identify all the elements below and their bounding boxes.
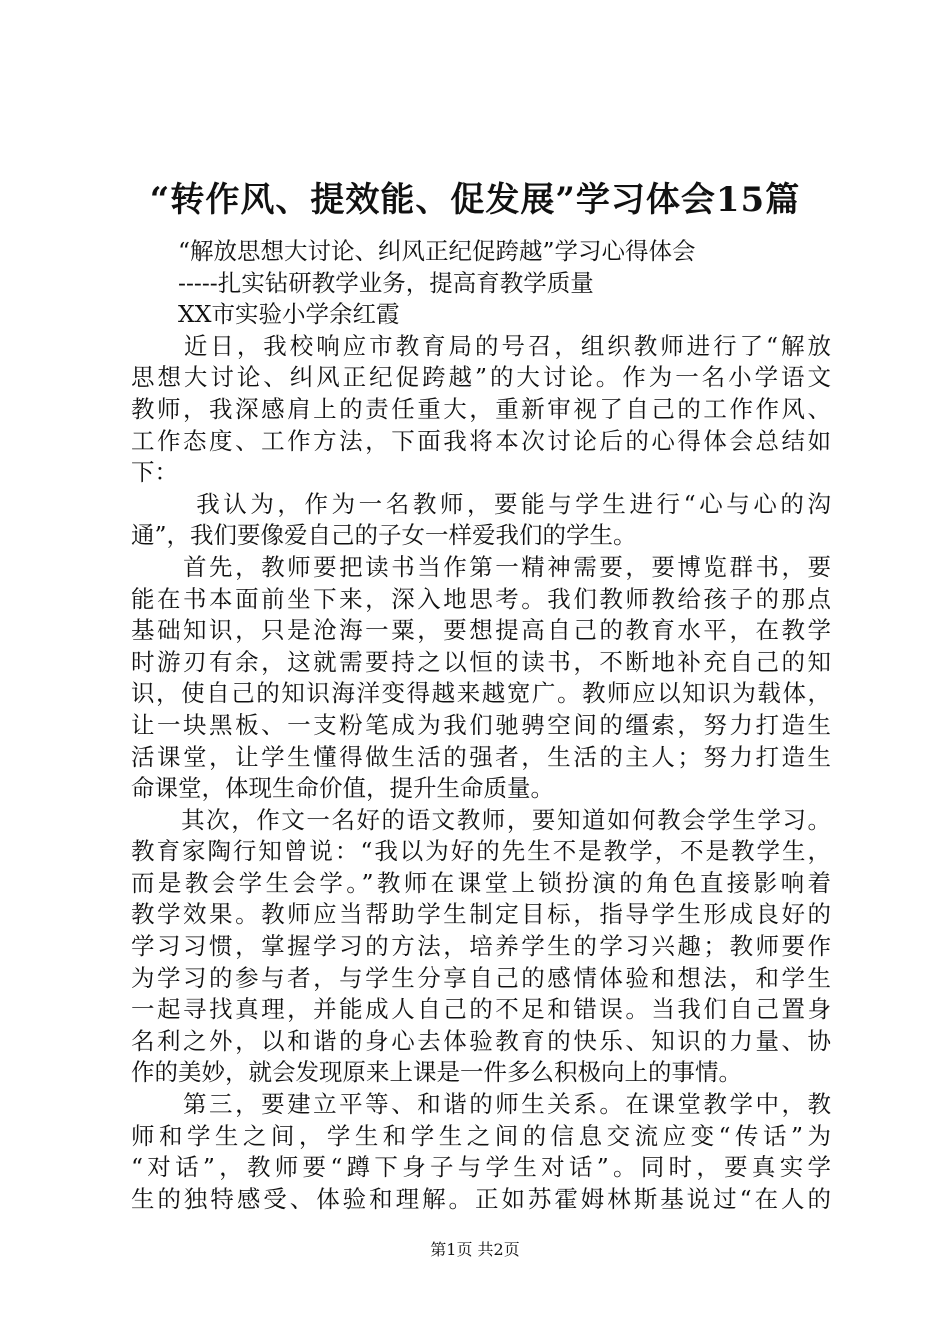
text-line: 时游刃有余，这就需要持之以恒的读书，不断地补充自己的知: [131, 647, 831, 676]
document-body: [131, 236, 831, 1215]
text-line: 活课堂，让学生懂得做生活的强者，生活的主人；努力打造生: [131, 742, 831, 771]
text-line: 师和学生之间，学生和学生之间的信息交流应变“传话”为: [131, 1121, 831, 1150]
text-line: 近日，我校响应市教育局的号召，组织教师进行了“解放: [131, 331, 831, 360]
text-line: 一起寻找真理，并能成人自己的不足和错误。当我们自己置身: [131, 995, 831, 1024]
text-line: 识，使自己的知识海洋变得越来越宽广。教师应以知识为载体，: [131, 679, 831, 708]
text-line: 生的独特感受、体验和理解。正如苏霍姆林斯基说过“在人的: [131, 1184, 831, 1213]
text-line: 为学习的参与者，与学生分享自己的感情体验和想法，和学生: [131, 963, 831, 992]
text-line: 而是教会学生会学。”教师在课堂上锁扮演的角色直接影响着: [131, 868, 831, 897]
text-line: “解放思想大讨论、纠风正纪促跨越”学习心得体会: [131, 237, 696, 265]
text-line: 我认为，作为一名教师，要能与学生进行“心与心的沟: [131, 489, 831, 518]
text-line: 工作态度、工作方法，下面我将本次讨论后的心得体会总结如: [131, 426, 831, 455]
text-line: 其次，作文一名好的语文教师，要知道如何教会学生学习。: [131, 805, 831, 834]
text-line: 作的美妙，就会发现原来上课是一件多么积极向上的事情。: [131, 1058, 742, 1087]
text-line: 第三，要建立平等、和谐的师生关系。在课堂教学中，教: [131, 1090, 831, 1119]
text-line: 教师，我深感肩上的责任重大，重新审视了自己的工作作风、: [131, 394, 831, 423]
text-line: 学习习惯，掌握学习的方法，培养学生的学习兴趣；教师要作: [131, 932, 831, 961]
text-line: 思想大讨论、纠风正纪促跨越”的大讨论。作为一名小学语文: [131, 363, 831, 392]
text-line: -----扎实钻研教学业务，提高育教学质量: [131, 268, 594, 297]
text-line: 名利之外，以和谐的身心去体验教育的快乐、知识的力量、协: [131, 1026, 831, 1055]
text-line: 首先，教师要把读书当作第一精神需要，要博览群书，要: [131, 552, 831, 581]
document-title: “转作风、提效能、促发展”学习体会15篇: [149, 180, 801, 220]
page-footer: 第1页 共2页: [430, 1240, 520, 1259]
text-line: 通”，我们要像爱自己的子女一样爱我们的学生。: [131, 521, 637, 550]
text-line: 命课堂，体现生命价值，提升生命质量。: [131, 774, 554, 803]
text-line: “对话”，教师要“蹲下身子与学生对话”。同时，要真实学: [131, 1153, 831, 1182]
text-line: 基础知识，只是沧海一粟，要想提高自己的教育水平，在教学: [131, 616, 831, 645]
text-line: 教育家陶行知曾说：“我以为好的先生不是教学，不是教学生，: [131, 837, 831, 866]
text-line: 下：: [131, 458, 178, 487]
text-line: XX市实验小学余红霞: [131, 300, 400, 329]
text-line: 能在书本面前坐下来，深入地思考。我们教师教给孩子的那点: [131, 584, 831, 613]
text-line: 让一块黑板、一支粉笔成为我们驰骋空间的缰索，努力打造生: [131, 710, 831, 739]
text-line: 教学效果。教师应当帮助学生制定目标，指导学生形成良好的: [131, 900, 831, 929]
